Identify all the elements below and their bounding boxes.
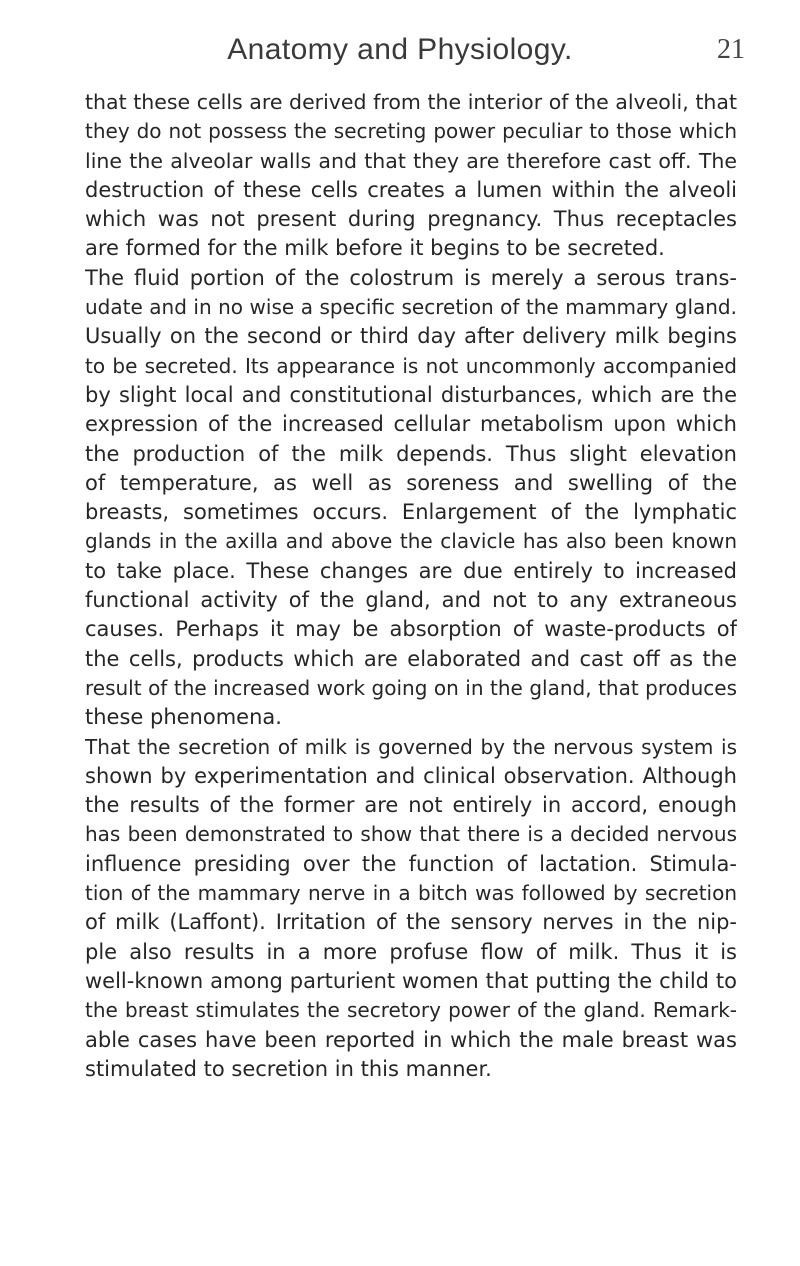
text-line: to take place. These changes are due entirely to increased <box>85 558 737 583</box>
text-line: of milk (Laffont). Irritation of the sensory nerves in the nip- <box>85 910 737 935</box>
paragraph-end-line: are formed for the milk before it begins to be secreted. <box>85 236 665 261</box>
body-text <box>85 88 737 1084</box>
text-line: tion of the mammary nerve in a bitch was followed by secretion <box>85 881 737 906</box>
text-line: the breast stimulates the secretory power of the gland. Remark- <box>85 998 737 1023</box>
text-line: that these cells are derived from the interior of the alveoli, that <box>85 90 737 114</box>
text-line: line the alveolar walls and that they are therefore cast off. The <box>85 148 737 173</box>
paragraph-end-line: stimulated to secretion in this manner. <box>85 1056 492 1081</box>
paragraph-end-line: these phenomena. <box>85 705 282 730</box>
text-line: That the secretion of milk is governed by the nervous system is <box>85 734 737 759</box>
text-line: destruction of these cells creates a lumen within the alveoli <box>85 177 737 202</box>
text-line: result of the increased work going on in the gland, that produces <box>85 675 737 700</box>
text-line: expression of the increased cellular metabolism upon which <box>85 412 737 437</box>
text-line: by slight local and constitutional disturbances, which are the <box>85 382 737 407</box>
text-line: able cases have been reported in which the male breast was <box>85 1027 737 1052</box>
text-line: influence presiding over the function of lactation. Stimula- <box>85 851 737 876</box>
running-title: Anatomy and Physiology. <box>227 33 573 66</box>
page-number: 21 <box>717 34 745 65</box>
text-line: causes. Perhaps it may be absorption of waste-products of <box>85 617 737 642</box>
text-line: the production of the milk depends. Thus slight elevation <box>85 441 737 466</box>
text-line: has been demonstrated to show that there is a decided nervous <box>85 822 737 847</box>
text-line: shown by experimentation and clinical observation. Although <box>85 763 737 788</box>
text-line: the results of the former are not entirely in accord, enough <box>85 793 737 818</box>
text-line: well-known among parturient women that putting the child to <box>85 968 737 993</box>
text-line: of temperature, as well as soreness and swelling of the <box>85 470 737 495</box>
text-line: The fluid portion of the colostrum is merely a serous trans- <box>85 265 737 290</box>
running-head <box>0 30 800 70</box>
text-line: glands in the axilla and above the clavicle has also been known <box>85 529 737 554</box>
text-line: to be secreted. Its appearance is not uncommonly accompanied <box>85 353 737 378</box>
text-line: breasts, sometimes occurs. Enlargement of the lymphatic <box>85 500 737 525</box>
text-line: the cells, products which are elaborated and cast off as the <box>85 646 737 671</box>
text-line: ple also results in a more profuse flow of milk. Thus it is <box>85 939 737 964</box>
text-line: which was not present during pregnancy. Thus receptacles <box>85 207 737 232</box>
text-line: they do not possess the secreting power peculiar to those which <box>85 119 737 144</box>
text-line: functional activity of the gland, and not to any extraneous <box>85 588 737 613</box>
text-line: udate and in no wise a specific secretion of the mammary gland. <box>85 295 737 320</box>
text-line: Usually on the second or third day after delivery milk begins <box>85 324 737 349</box>
